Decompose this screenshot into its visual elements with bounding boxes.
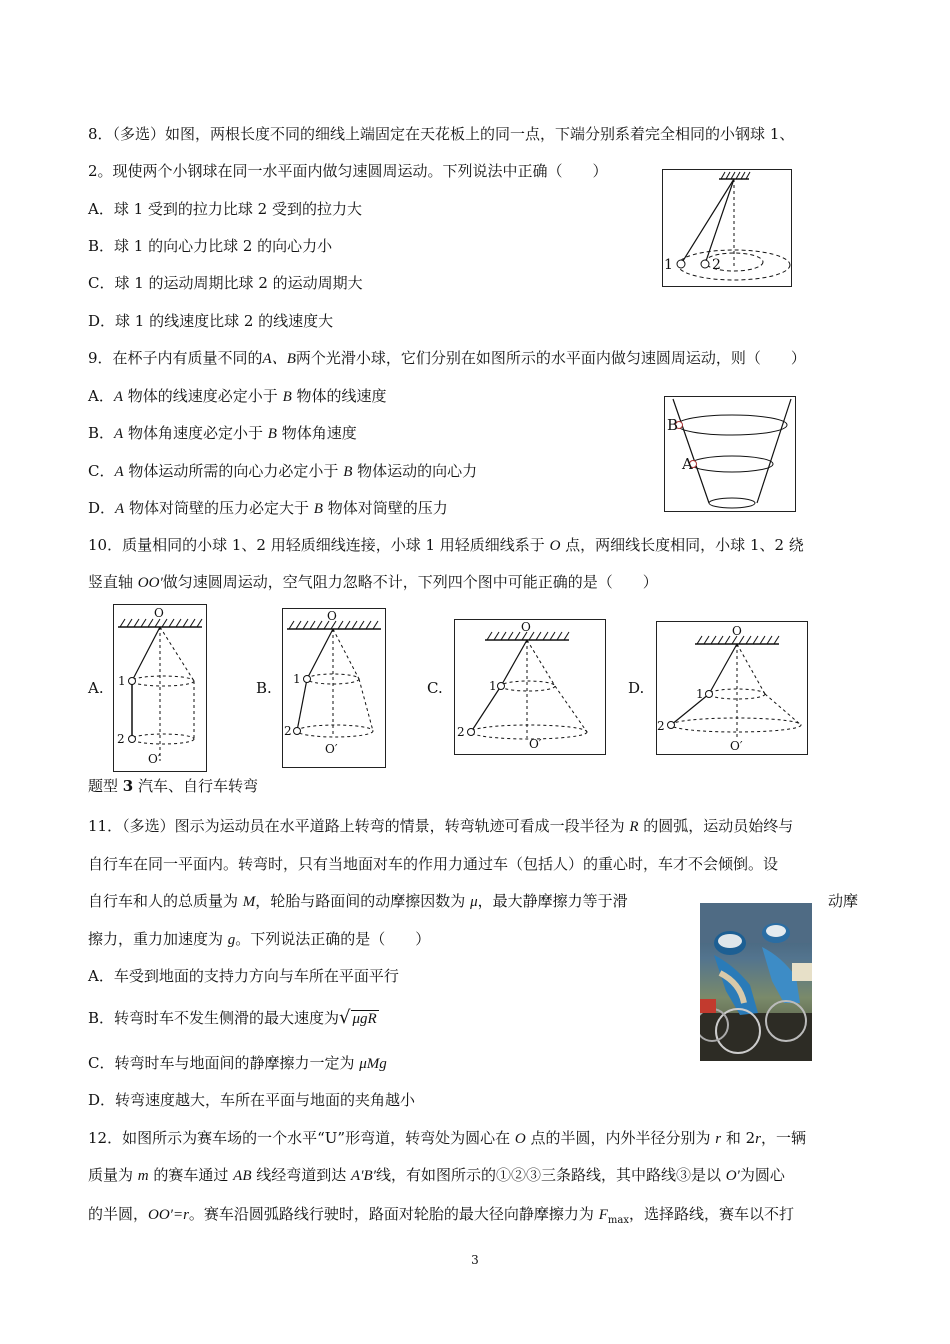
q12-stem-line2: 质量为 m 的赛车通过 AB 线经弯道到达 A′B′线，有如图所示的①②③三条路线，其中路线③是以 O′为圆心 <box>88 1166 785 1184</box>
q8-option-c: C．球 1 的运动周期比球 2 的运动周期大 <box>88 274 363 292</box>
q11-option-b: B．转弯时车不发生侧滑的最大速度为√ μgR <box>88 1007 377 1028</box>
q10-figure-b <box>282 608 386 768</box>
q10-figure-c <box>454 619 606 755</box>
q11-option-d: D．转弯速度越大，车所在平面与地面的夹角越小 <box>88 1091 416 1109</box>
q11-stem-line3-tail: 动摩 <box>828 892 859 910</box>
q8-stem-line1: 8．（多选）如图，两根长度不同的细线上端固定在天花板上的同一点，下端分别系着完全相同的小钢球 1、 <box>88 125 795 143</box>
q10-a-top-label: O <box>154 606 164 620</box>
q8-option-d: D．球 1 的线速度比球 2 的线速度大 <box>88 312 334 330</box>
q11-stem-line2: 自行车在同一平面内。转弯时，只有当地面对车的作用力通过车（包括人）的重心时，车才不会倾倒。设 <box>88 855 779 873</box>
q10-c-bottom-label: O′ <box>529 737 542 751</box>
q10-option-a-label: A. <box>88 679 104 697</box>
q11-option-a: A．车受到地面的支持力方向与车所在平面平行 <box>88 967 399 985</box>
q10-c-ball1-label: 1 <box>489 679 497 693</box>
q8-pendulum-figure <box>662 169 792 287</box>
q12-stem-line3: 的半圆，OO′=r。赛车沿圆弧路线行驶时，路面对轮胎的最大径向静摩擦力为 $F_{max}$，选择路线，赛车以不打 <box>88 1205 794 1226</box>
q9-stem: 9．在杯子内有质量不同的A、B两个光滑小球，它们分别在如图所示的水平面内做匀速圆周运动，则（ ） <box>88 349 806 367</box>
q10-d-ball2-label: 2 <box>657 719 665 733</box>
q11-stem-line3: 自行车和人的总质量为 M，轮胎与路面间的动摩擦因数为 μ，最大静摩擦力等于滑 <box>88 892 628 910</box>
q10-figure-a <box>113 604 207 772</box>
q10-d-top-label: O <box>732 624 742 638</box>
q12-stem-line1: 12．如图所示为赛车场的一个水平“U”形弯道，转弯处为圆心在 O 点的半圆，内外半径分别为 r 和 2r，一辆 <box>88 1129 807 1147</box>
q9-option-a: A．A 物体的线速度必定小于 B 物体的线速度 <box>88 387 387 405</box>
q10-b-top-label: O <box>327 609 337 623</box>
q10-stem-line1: 10．质量相同的小球 1、2 用轻质细线连接，小球 1 用轻质细线系于 O 点，两细线长度相同，小球 1、2 绕 <box>88 536 804 554</box>
sqrt-expression: √ μgR <box>339 1007 377 1028</box>
q8-stem-line2: 2。现使两个小钢球在同一水平面内做匀速圆周运动。下列说法中正确（ ） <box>88 162 608 180</box>
section-heading: 题型 3 汽车、自行车转弯 <box>88 777 258 795</box>
q10-b-ball1-label: 1 <box>293 672 301 686</box>
q9-ball-a-label: A <box>682 455 693 473</box>
q10-option-b-label: B. <box>256 679 272 697</box>
q9-option-d: D．A 物体对筒壁的压力必定大于 B 物体对筒壁的压力 <box>88 499 448 517</box>
q8-option-a: A．球 1 受到的拉力比球 2 受到的拉力大 <box>88 200 362 218</box>
q10-a-bottom-label: O′ <box>148 752 161 766</box>
q8-option-b: B．球 1 的向心力比球 2 的向心力小 <box>88 237 333 255</box>
q8-ball-2-label: 2 <box>712 257 721 273</box>
q10-b-bottom-label: O′ <box>325 742 338 756</box>
q11-stem-line1: 11．（多选）图示为运动员在水平道路上转弯的情景，转弯轨迹可看成一段半径为 R 的圆弧，运动员始终与 <box>88 817 794 835</box>
q10-c-ball2-label: 2 <box>457 725 465 739</box>
q10-option-c-label: C. <box>427 679 443 697</box>
q10-a-ball1-label: 1 <box>118 674 126 688</box>
q9-option-c: C．A 物体运动所需的向心力必定小于 B 物体运动的向心力 <box>88 462 478 480</box>
cyclists-photo <box>700 903 812 1061</box>
q11-stem-line4: 擦力，重力加速度为 g。下列说法正确的是（ ） <box>88 930 431 948</box>
q10-d-ball1-label: 1 <box>696 687 704 701</box>
q10-c-top-label: O <box>521 620 531 634</box>
q9-option-b: B．A 物体角速度必定小于 B 物体角速度 <box>88 424 357 442</box>
q10-stem-line2: 竖直轴 OO′做匀速圆周运动，空气阻力忽略不计，下列四个图中可能正确的是（ ） <box>88 573 658 591</box>
q9-cup-figure <box>664 396 796 512</box>
q10-figure-d <box>656 621 808 755</box>
q10-d-bottom-label: O′ <box>730 739 743 753</box>
q10-option-d-label: D. <box>628 679 645 697</box>
q11-option-c: C．转弯时车与地面间的静摩擦力一定为 μMg <box>88 1054 387 1072</box>
q9-ball-b-label: B <box>667 416 679 434</box>
q10-b-ball2-label: 2 <box>284 724 292 738</box>
q10-a-ball2-label: 2 <box>117 732 125 746</box>
page-number: 3 <box>471 1253 479 1267</box>
q8-ball-1-label: 1 <box>664 257 673 273</box>
